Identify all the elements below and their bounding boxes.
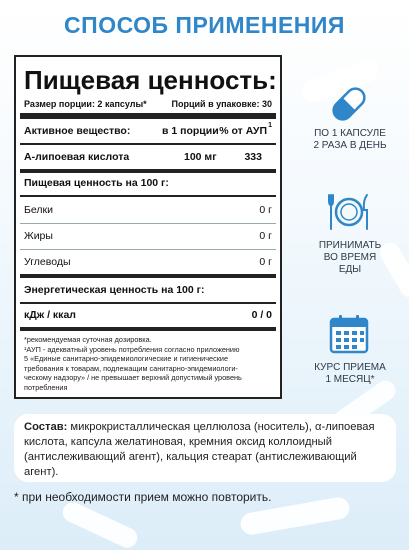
lipoic-amount: 100 мг [184,151,217,163]
composition-text: микрокристаллическая целлюлоза (носитель), α-липоевая кислота, капсула желатиновая, кремния оксид коллоидный (антислеживающий агент), кальция стеарат (антислеживающий агент). [24,421,375,478]
footnote-line: ческому надзору» / не превышает верхний допустимый уровень [24,373,242,383]
footnote-line: требования к товарам, подлежащим санитарно-эпидемиологи- [24,363,238,373]
footnote-line: ¹АУП - адекватный уровень потребления согласно приложению [24,344,240,354]
divider [20,302,276,304]
footnote-line: потребления [24,382,68,392]
timing-line: ПРИНИМАТЬ [318,240,382,251]
footnote [24,335,272,393]
nutrient-value: 0 г [259,256,272,268]
col-percent-sup: 1 [268,122,272,129]
thick-divider [20,274,276,278]
timing-text [296,240,404,276]
dosage-line: 2 РАЗА В ДЕНЬ [313,140,387,151]
nutrient-name: Жиры [24,230,53,242]
col-per-serving-label: в 1 порции [162,125,219,137]
row-divider [20,249,276,250]
divider [20,195,276,197]
footer-note: * при необходимости прием можно повторить. [14,490,272,504]
course-line: 1 МЕСЯЦ* [325,374,375,385]
nutrition-facts-panel [14,55,282,399]
capsule-icon [327,82,371,126]
dosage-line: ПО 1 КАПСУЛЕ [314,128,386,139]
active-header-row [24,122,272,143]
page-title: СПОСОБ ПРИМЕНЕНИЯ [64,12,345,38]
divider [20,143,276,145]
background-capsule [60,499,141,550]
col-percent-label: % от АУП [219,125,267,137]
col-active-label: Активное вещество: [24,125,131,137]
energy-header-row [24,284,272,302]
course-text [296,362,404,386]
nutrient-value: 0 г [259,230,272,242]
nutrient-name: Углеводы [24,256,71,268]
thick-divider [20,327,276,331]
lipoic-percent: 333 [244,151,262,163]
course-line: КУРС ПРИЕМА [314,362,386,373]
per100-header-row [24,177,272,195]
lipoic-acid-row [24,151,272,169]
nutrient-row [24,204,272,222]
plate-cutlery-icon [327,190,371,234]
nutrition-title: Пищевая ценность: [24,65,277,95]
dosage-text [296,128,404,152]
timing-line: ЕДЫ [338,264,362,275]
nutrient-name: Белки [24,204,53,216]
lipoic-name: А-липоевая кислота [24,151,130,163]
timing-line: ВО ВРЕМЯ [323,252,377,263]
per100-header: Пищевая ценность на 100 г: [24,177,169,189]
nutrient-row [24,256,272,274]
footnote-line: *рекомендуемая суточная дозировка. [24,335,152,344]
energy-name: кДж / ккал [24,309,76,321]
thick-divider [20,113,276,119]
serving-size: Размер порции: 2 капсулы* [24,99,147,109]
footnote-line: 5 «Единые санитарно-эпидемиологические и гигиенические [24,354,229,364]
thick-divider [20,169,276,173]
nutrient-value: 0 г [259,204,272,216]
row-divider [20,223,276,224]
energy-row [24,309,272,327]
energy-header: Энергетическая ценность на 100 г: [24,284,205,296]
composition-label: Состав: [24,421,68,433]
energy-value: 0 / 0 [251,309,272,321]
composition-box [14,414,396,482]
calendar-icon [327,312,371,356]
nutrient-row [24,230,272,248]
servings-per-pack: Порций в упаковке: 30 [171,99,272,109]
